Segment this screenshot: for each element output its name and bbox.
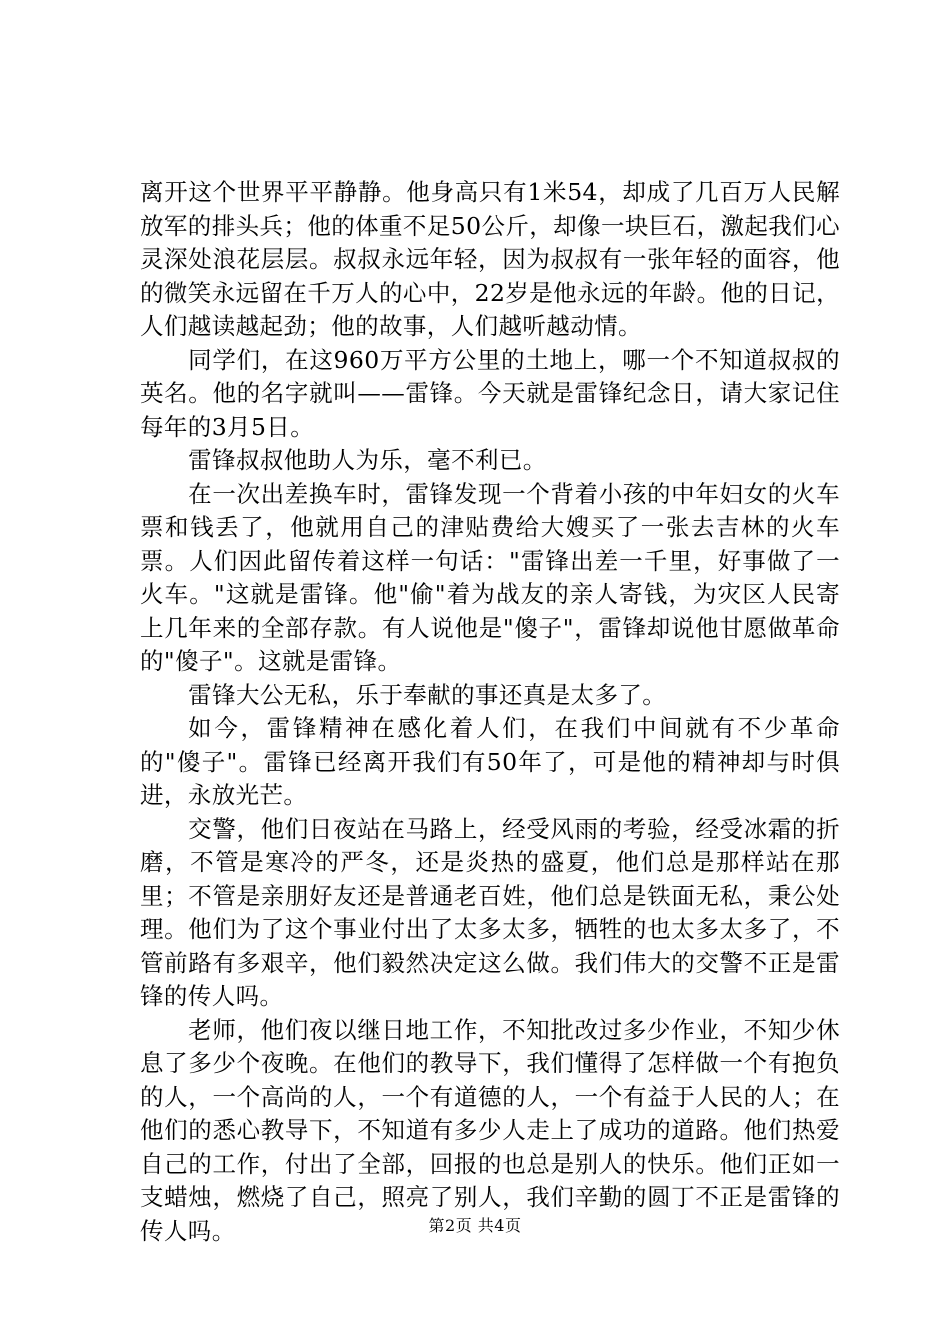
- paragraph-continuation: 离开这个世界平平静静。他身高只有1米54，却成了几百万人民解放军的排头兵；他的体重不足50公斤，却像一块巨石，激起我们心灵深处浪花层层。叔叔永远年轻，因为叔叔有一张年轻的面容，他的微笑永远留在千万人的心中，22岁是他永远的年龄。他的日记，人们越读越起劲；他的故事，人们越听越动情。: [140, 178, 840, 340]
- paragraph: 雷锋大公无私，乐于奉献的事还真是太多了。: [188, 680, 667, 709]
- paragraph: 如今，雷锋精神在感化着人们，在我们中间就有不少革命的"傻子"。雷锋已经离开我们有50年了，可是他的精神却与时俱进，永放光芒。: [140, 714, 840, 809]
- paragraph: 交警，他们日夜站在马路上，经受风雨的考验，经受冰霜的折磨，不管是寒冷的严冬，还是炎热的盛夏，他们总是那样站在那里；不管是亲朋好友还是普通老百姓，他们总是铁面无私，秉公处理。他们为了这个事业付出了太多太多，牺牲的也太多太多了，不管前路有多艰辛，他们毅然决定这么做。我们伟大的交警不正是雷锋的传人吗。: [140, 814, 840, 1010]
- paragraph: 老师，他们夜以继日地工作，不知批改过多少作业，不知少休息了多少个夜晚。在他们的教导下，我们懂得了怎样做一个有抱负的人，一个高尚的人，一个有道德的人，一个有益于人民的人；在他们的悉心教导下，不知道有多少人走上了成功的道路。他们热爱自己的工作，付出了全部，回报的也总是别人的快乐。他们正如一支蜡烛，燃烧了自己，照亮了别人，我们辛勤的圆丁不正是雷锋的传人吗。: [140, 1015, 840, 1245]
- page-number-footer: 第2页 共4页: [428, 1216, 522, 1235]
- paragraph: 同学们，在这960万平方公里的土地上，哪一个不知道叔叔的英名。他的名字就叫——雷锋。今天就是雷锋纪念日，请大家记住每年的3月5日。: [140, 345, 840, 441]
- paragraph: 雷锋叔叔他助人为乐，毫不利已。: [188, 446, 547, 474]
- document-body: [140, 176, 840, 1248]
- paragraph: 在一次出差换车时，雷锋发现一个背着小孩的中年妇女的火车票和钱丢了，他就用自己的津贴费给大嫂买了一张去吉林的火车票。人们因此留传着这样一句话："雷锋出差一千里，好事做了一火车。"这就是雷锋。他"偷"着为战友的亲人寄钱，为灾区人民寄上几年来的全部存款。有人说他是"傻子"，雷锋却说他甘愿做革命的"傻子"。这就是雷锋。: [140, 479, 840, 675]
